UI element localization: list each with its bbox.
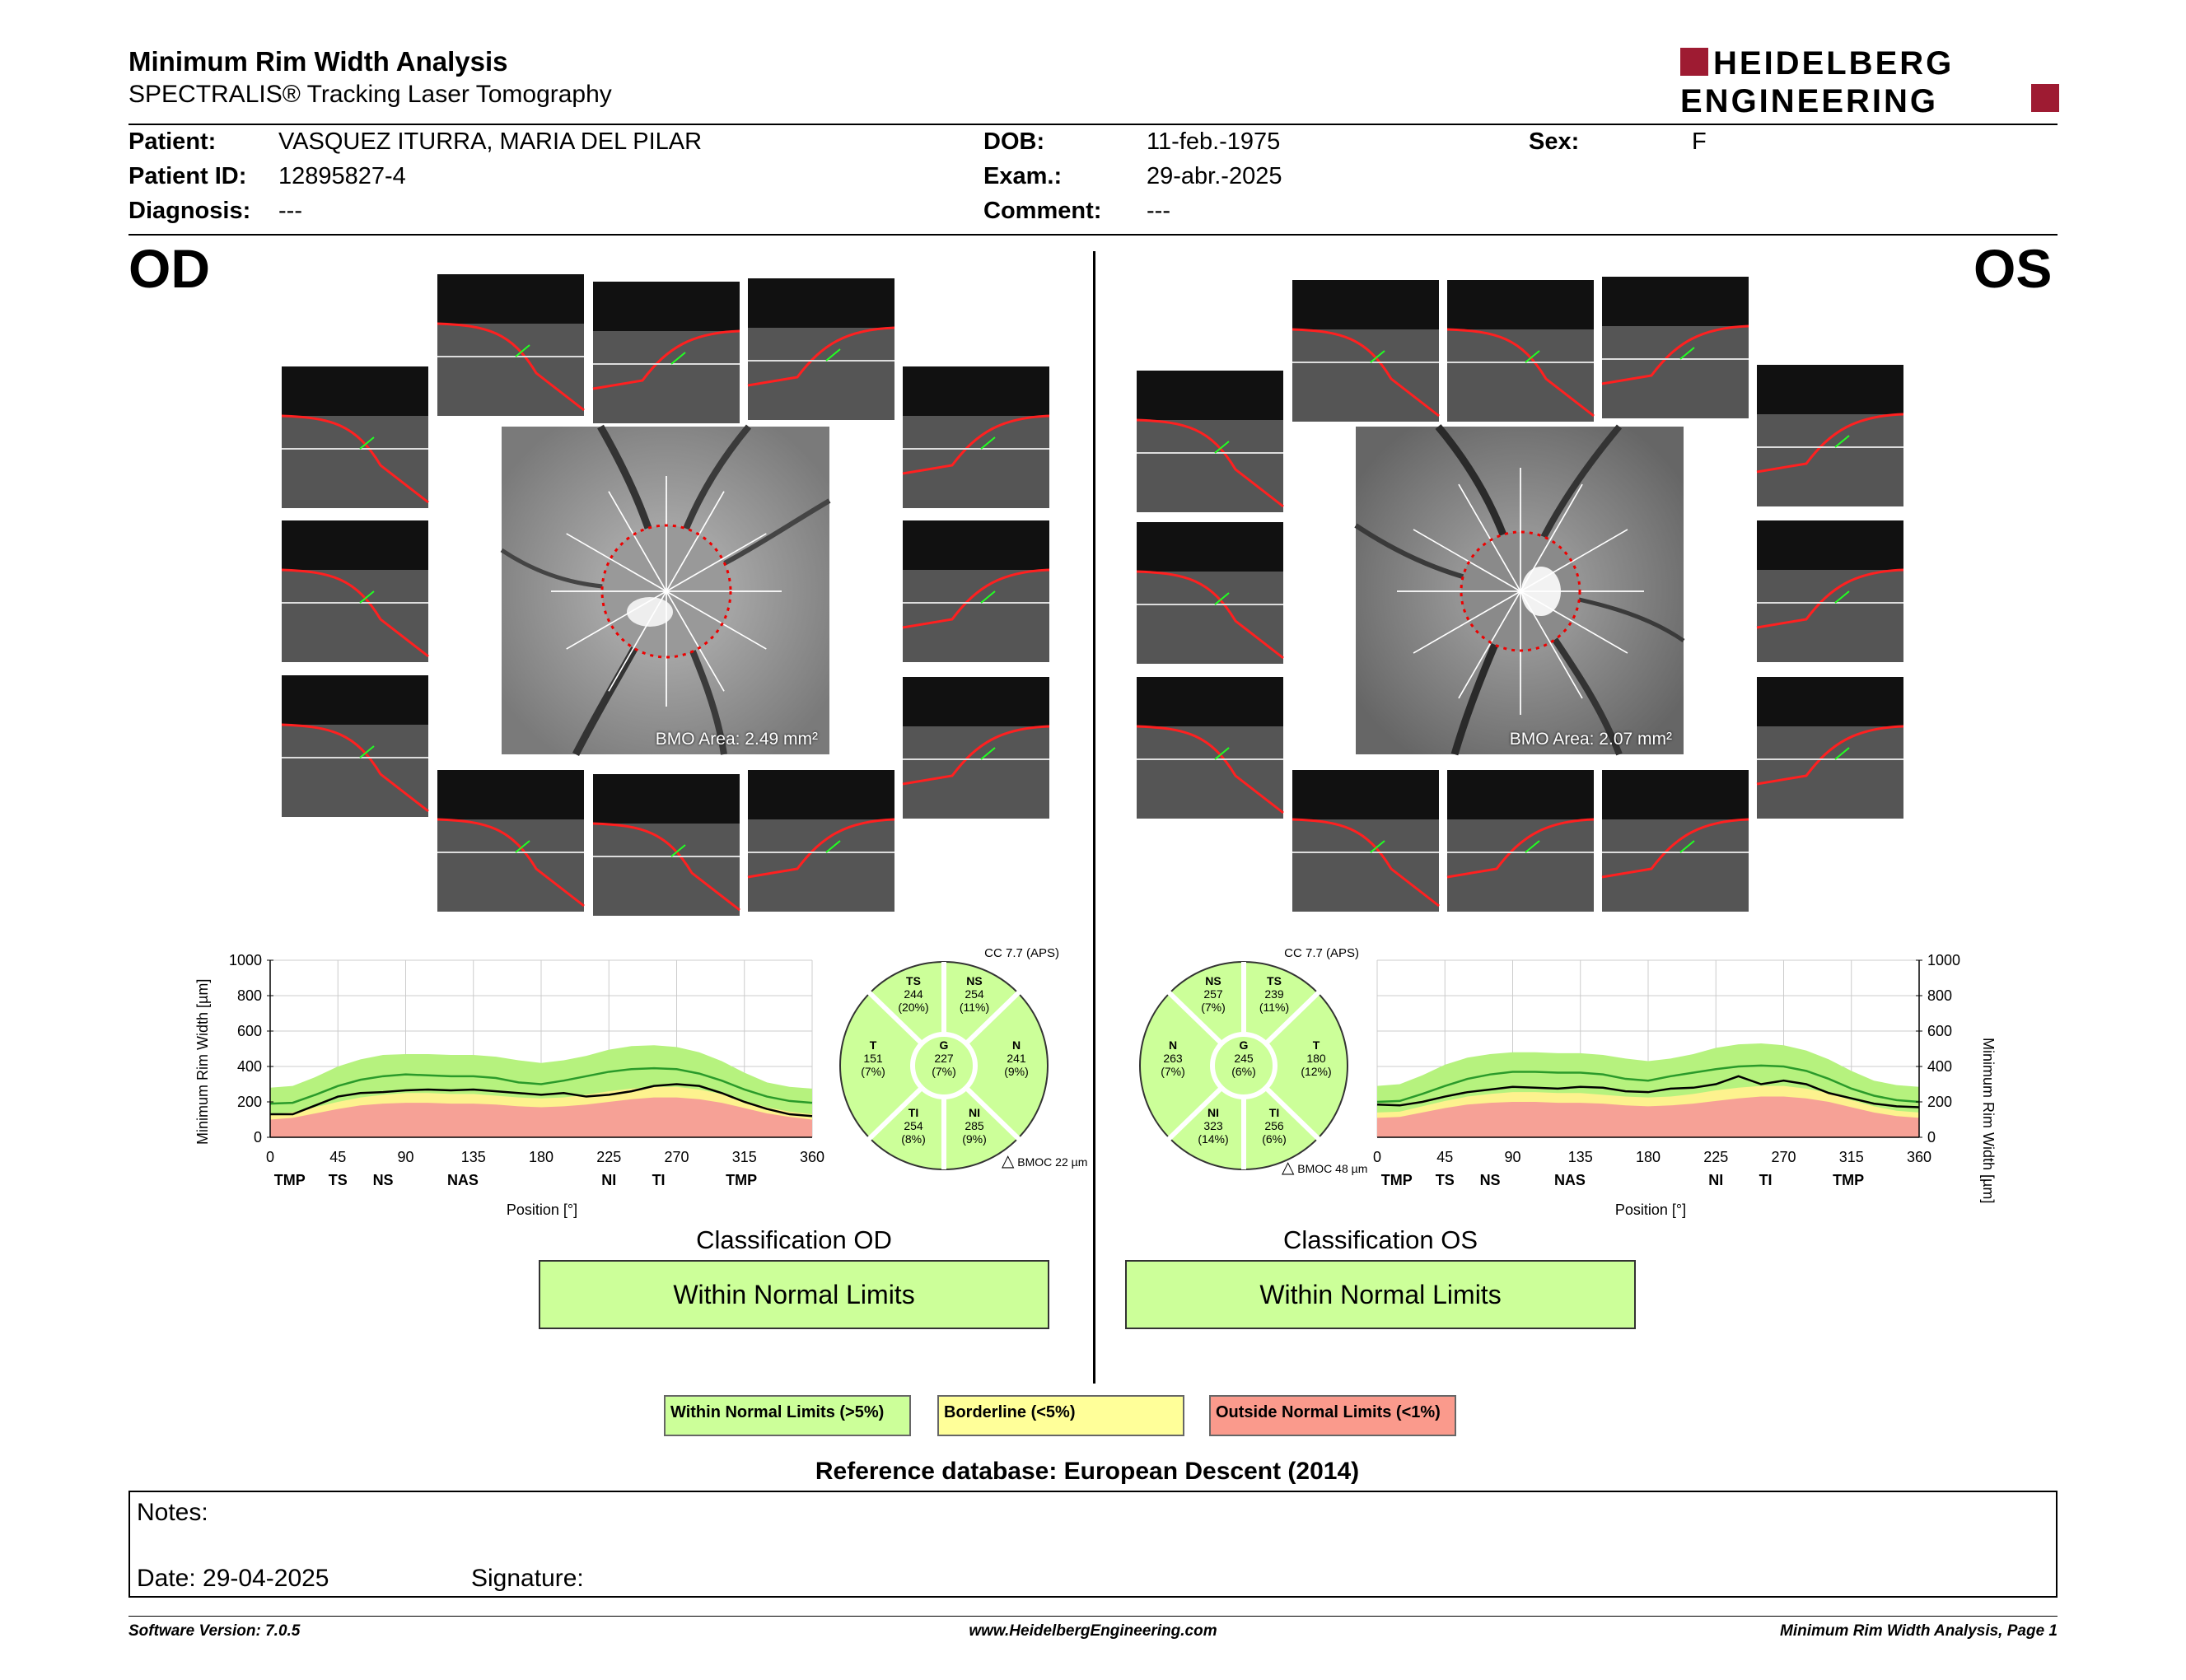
os-bscan-6 <box>1137 522 1283 664</box>
os-ytick-200: 200 <box>1927 1094 1953 1110</box>
od-ytick-800: 800 <box>236 987 262 1004</box>
od-xtick-180: 180 <box>528 1149 554 1165</box>
info-divider <box>128 234 2058 236</box>
od-xtick-0: 0 <box>265 1149 275 1165</box>
os-sector-label-5: TI <box>1759 1172 1773 1188</box>
od-bmo-area: BMO Area: 2.49 mm² <box>655 730 818 749</box>
od-chart-ylabel: Minimum Rim Width [µm] <box>194 978 211 1145</box>
dob-value: 11-feb.-1975 <box>1147 128 1281 155</box>
os-ytick-800: 800 <box>1927 987 1953 1004</box>
od-sector-label-4: NI <box>601 1172 617 1188</box>
od-sector-t-pct: (7%) <box>861 1065 885 1078</box>
notes-signature: Signature: <box>471 1565 584 1592</box>
od-bscan-2 <box>593 282 740 423</box>
od-bscan-12 <box>748 770 894 912</box>
od-sector-label-2: NS <box>372 1172 394 1188</box>
diagnosis-value: --- <box>278 198 302 224</box>
os-sector-label-2: NS <box>1479 1172 1501 1188</box>
od-sector-ti-name: TI <box>908 1106 919 1119</box>
eye-separator <box>1093 251 1095 1384</box>
patient-label: Patient: <box>128 128 217 155</box>
od-classification-box <box>539 1260 1049 1329</box>
od-bscan-3 <box>748 278 894 420</box>
od-label: OD <box>128 238 210 299</box>
os-xtick-180: 180 <box>1635 1149 1661 1165</box>
website-link[interactable]: www.HeidelbergEngineering.com <box>969 1622 1217 1640</box>
os-sector-ts-value: 239 <box>1264 987 1284 1001</box>
od-bscan-11 <box>593 774 740 916</box>
svg-text:HEIDELBERG: HEIDELBERG <box>1713 45 1955 82</box>
os-bmo-area: BMO Area: 2.07 mm² <box>1509 730 1672 749</box>
od-sector-g-pct: (7%) <box>932 1065 956 1078</box>
od-ytick-1000: 1000 <box>228 952 262 968</box>
os-cc-label: CC 7.7 (APS) <box>1284 946 1359 960</box>
od-bscan-8 <box>282 675 428 817</box>
od-sector-ts-pct: (20%) <box>898 1001 929 1014</box>
od-bscan-4 <box>282 366 428 508</box>
od-sector-ns-pct: (11%) <box>959 1001 990 1014</box>
legend-borderline: Borderline (<5%) <box>937 1395 1184 1436</box>
os-xtick-270: 270 <box>1771 1149 1796 1165</box>
od-sector-ti-value: 254 <box>904 1119 923 1132</box>
od-ytick-400: 400 <box>236 1058 262 1075</box>
od-bscan-7 <box>903 520 1049 662</box>
os-classification-box <box>1125 1260 1636 1329</box>
od-fundus-image <box>502 427 829 754</box>
od-sector-label-1: TS <box>328 1172 348 1188</box>
os-bscan-1 <box>1292 280 1439 422</box>
od-sector-t-value: 151 <box>863 1052 883 1065</box>
sex-value: F <box>1692 128 1707 155</box>
footer-divider <box>128 1616 2058 1617</box>
notes-box <box>128 1491 2058 1598</box>
od-sector-ti-pct: (8%) <box>901 1132 926 1146</box>
os-sector-t-pct: (12%) <box>1301 1065 1332 1078</box>
od-sector-ni-pct: (9%) <box>962 1132 987 1146</box>
os-ytick-600: 600 <box>1927 1023 1953 1039</box>
od-ytick-200: 200 <box>236 1094 262 1110</box>
patient-name: VASQUEZ ITURRA, MARIA DEL PILAR <box>278 128 703 155</box>
os-sector-ti-value: 256 <box>1264 1119 1284 1132</box>
os-sector-t-value: 180 <box>1306 1052 1326 1065</box>
os-sector-wheel <box>1128 942 1367 1181</box>
os-chart-xlabel: Position [°] <box>1614 1202 1687 1218</box>
od-xtick-315: 315 <box>731 1149 757 1165</box>
os-sector-label-0: TMP <box>1380 1172 1413 1188</box>
od-sector-g-name: G <box>939 1038 949 1052</box>
od-ytick-0: 0 <box>253 1129 262 1146</box>
os-sector-n-name: N <box>1168 1038 1178 1052</box>
patient-id-value: 12895827-4 <box>278 163 406 189</box>
os-ytick-1000: 1000 <box>1927 952 1961 968</box>
od-sector-ts-value: 244 <box>904 987 923 1001</box>
notes-date: Date: 29-04-2025 <box>137 1565 329 1592</box>
exam-value: 29-abr.-2025 <box>1147 163 1282 189</box>
od-sector-ns-name: NS <box>966 974 983 987</box>
header-divider <box>128 124 2058 125</box>
od-bscan-6 <box>282 520 428 662</box>
od-sector-n-value: 241 <box>1007 1052 1026 1065</box>
os-xtick-315: 315 <box>1838 1149 1864 1165</box>
dob-label: DOB: <box>983 128 1045 155</box>
os-sector-g-value: 245 <box>1234 1052 1254 1065</box>
os-sector-ti-name: TI <box>1268 1106 1280 1119</box>
heidelberg-logo <box>1680 45 2059 119</box>
od-cc-label: CC 7.7 (APS) <box>984 946 1059 960</box>
os-fundus-image <box>1356 427 1684 754</box>
comment-label: Comment: <box>983 198 1102 224</box>
os-sector-ni-pct: (14%) <box>1198 1132 1229 1146</box>
os-sector-g-name: G <box>1239 1038 1249 1052</box>
page-number: Minimum Rim Width Analysis, Page 1 <box>1780 1622 2058 1640</box>
os-bscan-2 <box>1447 280 1594 422</box>
os-sector-ns-value: 257 <box>1203 987 1223 1001</box>
os-sector-ts-name: TS <box>1267 974 1282 987</box>
od-xtick-225: 225 <box>596 1149 622 1165</box>
os-ytick-0: 0 <box>1927 1129 1936 1146</box>
od-classification-value: Within Normal Limits <box>673 1279 915 1309</box>
od-sector-ns-value: 254 <box>965 987 984 1001</box>
sex-label: Sex: <box>1529 128 1580 155</box>
od-sector-wheel <box>837 942 1088 1181</box>
os-sector-n-pct: (7%) <box>1161 1065 1185 1078</box>
legend-within: Within Normal Limits (>5%) <box>664 1395 911 1436</box>
od-xtick-90: 90 <box>397 1149 414 1165</box>
od-sector-label-5: TI <box>652 1172 666 1188</box>
reference-database: Reference database: European Descent (2014) <box>815 1458 1360 1485</box>
svg-text:ENGINEERING: ENGINEERING <box>1680 83 1939 119</box>
od-sector-label-3: NAS <box>446 1172 479 1188</box>
report-title: Minimum Rim Width Analysis <box>128 46 508 77</box>
os-bscan-10 <box>1292 770 1439 912</box>
od-classification-title: Classification OD <box>696 1225 892 1254</box>
os-sector-label-6: TMP <box>1833 1172 1865 1188</box>
os-xtick-135: 135 <box>1567 1149 1593 1165</box>
os-bscan-12 <box>1602 770 1749 912</box>
od-ytick-600: 600 <box>236 1023 262 1039</box>
os-sector-g-pct: (6%) <box>1231 1065 1256 1078</box>
os-sector-ni-value: 323 <box>1203 1119 1223 1132</box>
patient-id-label: Patient ID: <box>128 163 247 189</box>
software-version: Software Version: 7.0.5 <box>128 1622 301 1640</box>
os-chart-ylabel: Minimum Rim Width [µm] <box>1980 1038 1997 1204</box>
os-xtick-360: 360 <box>1906 1149 1932 1165</box>
od-bscan-10 <box>437 770 584 912</box>
os-xtick-225: 225 <box>1703 1149 1729 1165</box>
od-bmoc: △ BMOC 22 µm <box>1002 1152 1088 1170</box>
os-bmoc: △ BMOC 48 µm <box>1282 1159 1368 1177</box>
os-sector-t-name: T <box>1312 1038 1320 1052</box>
od-sector-ni-name: NI <box>969 1106 980 1119</box>
os-label: OS <box>1973 238 2053 299</box>
os-sector-ti-pct: (6%) <box>1262 1132 1287 1146</box>
diagnosis-label: Diagnosis: <box>128 198 251 224</box>
od-sector-g-value: 227 <box>934 1052 954 1065</box>
os-classification-title: Classification OS <box>1282 1225 1478 1254</box>
od-sector-n-name: N <box>1011 1038 1021 1052</box>
od-chart-xlabel: Position [°] <box>506 1202 578 1218</box>
os-sector-ns-pct: (7%) <box>1201 1001 1226 1014</box>
os-bscan-8 <box>1137 677 1283 819</box>
notes-label: Notes: <box>137 1499 208 1526</box>
os-bscan-9 <box>1757 677 1903 819</box>
os-bscan-5 <box>1757 365 1903 506</box>
od-sector-ni-value: 285 <box>965 1119 984 1132</box>
od-sector-label-0: TMP <box>273 1172 306 1188</box>
os-bscan-3 <box>1602 277 1749 418</box>
od-xtick-360: 360 <box>799 1149 825 1165</box>
os-bscan-4 <box>1137 371 1283 512</box>
comment-value: --- <box>1147 198 1170 224</box>
od-sector-t-name: T <box>869 1038 877 1052</box>
od-xtick-45: 45 <box>329 1149 347 1165</box>
od-sector-label-6: TMP <box>726 1172 758 1188</box>
os-xtick-0: 0 <box>1372 1149 1382 1165</box>
os-classification-value: Within Normal Limits <box>1259 1279 1502 1309</box>
od-bscan-1 <box>437 274 584 416</box>
os-sector-label-4: NI <box>1708 1172 1724 1188</box>
os-sector-ni-name: NI <box>1207 1106 1219 1119</box>
os-xtick-45: 45 <box>1436 1149 1454 1165</box>
od-xtick-270: 270 <box>664 1149 689 1165</box>
os-bscan-11 <box>1447 770 1594 912</box>
od-sector-n-pct: (9%) <box>1004 1065 1029 1078</box>
od-xtick-135: 135 <box>460 1149 486 1165</box>
os-mrw-chart <box>1367 947 2001 1227</box>
od-mrw-chart <box>189 947 824 1227</box>
od-bscan-9 <box>903 677 1049 819</box>
report-subtitle: SPECTRALIS® Tracking Laser Tomography <box>128 81 612 108</box>
exam-label: Exam.: <box>983 163 1063 189</box>
os-sector-n-value: 263 <box>1163 1052 1183 1065</box>
os-sector-label-1: TS <box>1435 1172 1455 1188</box>
od-bscan-5 <box>903 366 1049 508</box>
os-bscan-7 <box>1757 520 1903 662</box>
od-sector-ts-name: TS <box>906 974 921 987</box>
os-xtick-90: 90 <box>1504 1149 1521 1165</box>
os-sector-label-3: NAS <box>1553 1172 1586 1188</box>
legend-outside: Outside Normal Limits (<1%) <box>1209 1395 1456 1436</box>
os-sector-ts-pct: (11%) <box>1259 1001 1290 1014</box>
os-sector-ns-name: NS <box>1205 974 1221 987</box>
os-ytick-400: 400 <box>1927 1058 1953 1075</box>
